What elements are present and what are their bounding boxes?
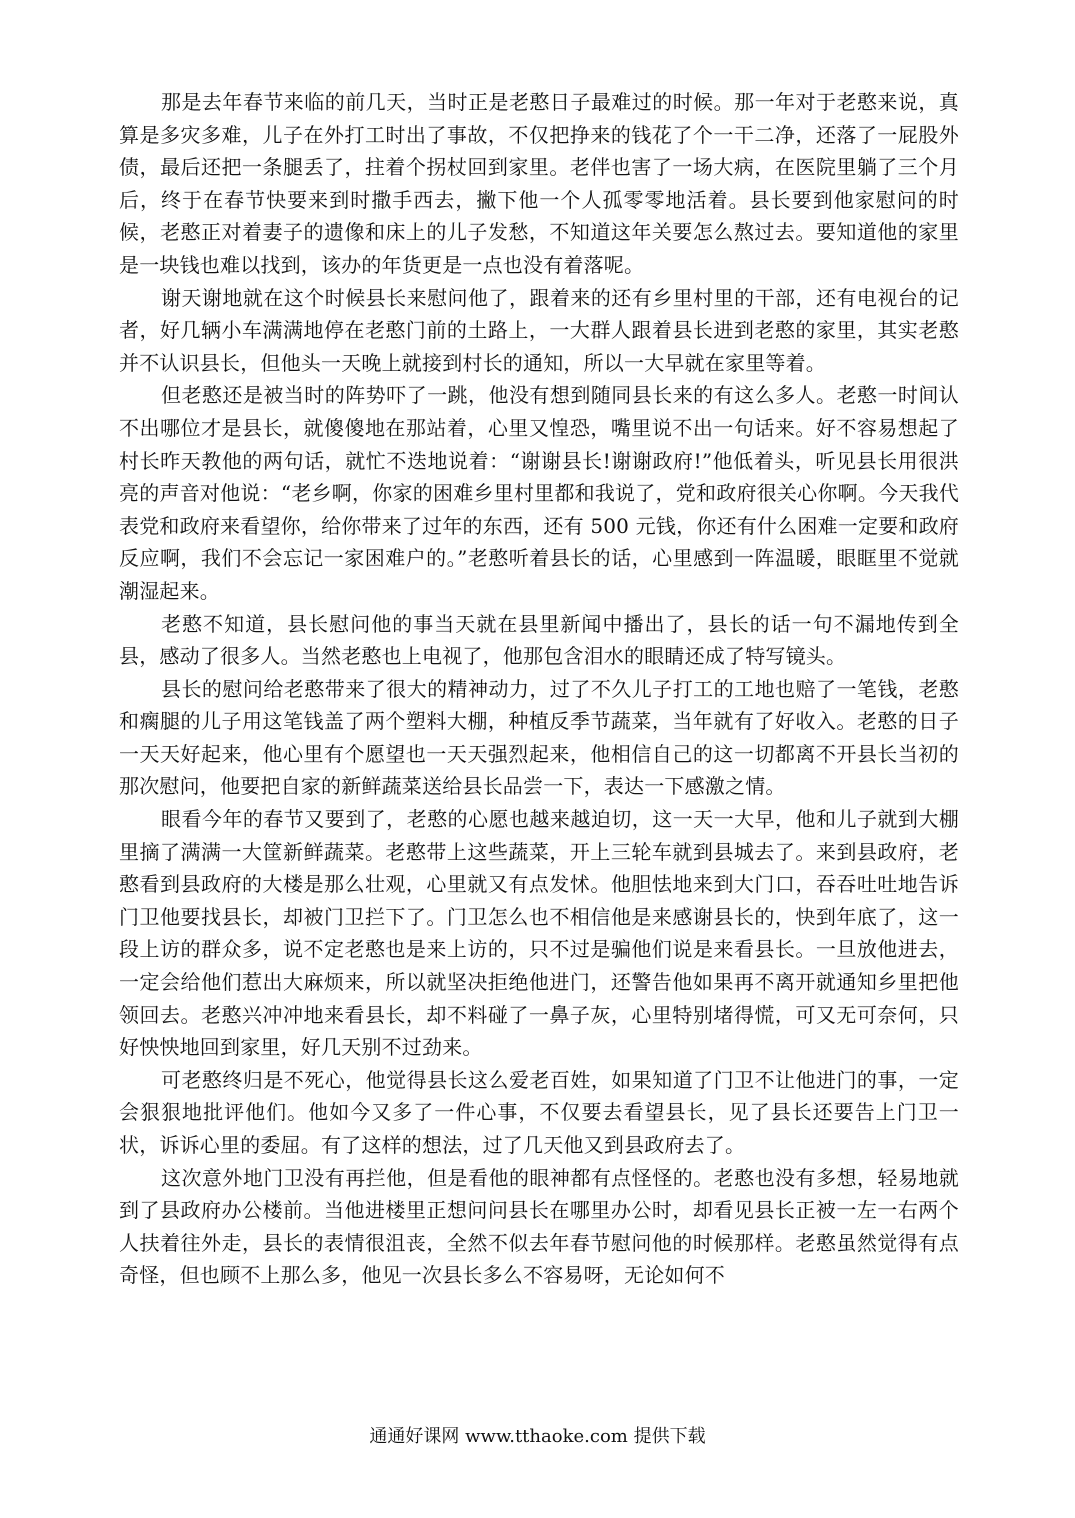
paragraph-5: 县长的慰问给老憨带来了很大的精神动力，过了不久儿子打工的工地也赔了一笔钱，老憨和瘸腿的儿子用这笔钱盖了两个塑料大棚，种植反季节蔬菜，当年就有了好收入。老憨的日子一天天好起来，他心里有个愿望也一天天强烈起来，他相信自己的这一切都离不开县长当初的那次慰问，他要把自家的新鲜蔬菜送给县长品尝一下，表达一下感激之情。 bbox=[119, 676, 959, 799]
paragraph-2: 谢天谢地就在这个时候县长来慰问他了，跟着来的还有乡里村里的干部，还有电视台的记者，好几辆小车满满地停在老憨门前的土路上，一大群人跟着县长进到老憨的家里，其实老憨并不认识县长，但他头一天晚上就接到村长的通知，所以一大早就在家里等着。 bbox=[119, 285, 959, 375]
page-footer: 通通好课网 www.tthaoke.com 提供下载 bbox=[369, 1426, 706, 1447]
paragraph-1: 那是去年春节来临的前几天，当时正是老憨日子最难过的时候。那一年对于老憨来说，真算是多灾多难，儿子在外打工时出了事故，不仅把挣来的钱花了个一干二净，还落了一屁股外债，最后还把一条腿丢了，拄着个拐杖回到家里。老伴也害了一场大病，在医院里躺了三个月后，终于在春节快要来到时撒手西去，撇下他一个人孤零零地活着。县长要到他家慰问的时候，老憨正对着妻子的遗像和床上的儿子发愁，不知道这年关要怎么熬过去。要知道他的家里是一块钱也难以找到，该办的年货更是一点也没有着落呢。 bbox=[119, 90, 959, 277]
paragraph-8: 这次意外地门卫没有再拦他，但是看他的眼神都有点怪怪的。老憨也没有多想，轻易地就到了县政府办公楼前。当他进楼里正想问问县长在哪里办公时，却看见县长正被一左一右两个人扶着往外走，县长的表情很沮丧，全然不似去年春节慰问他的时候那样。老憨虽然觉得有点奇怪，但也顾不上那么多，他见一次县长多么不容易呀，无论如何不 bbox=[119, 1165, 959, 1288]
paragraph-6: 眼看今年的春节又要到了，老憨的心愿也越来越迫切，这一天一大早，他和儿子就到大棚里摘了满满一大筐新鲜蔬菜。老憨带上这些蔬菜，开上三轮车就到县城去了。来到县政府，老憨看到县政府的大楼是那么壮观，心里就又有点发怵。他胆怯地来到大门口，吞吞吐吐地告诉门卫他要找县长，却被门卫拦下了。门卫怎么也不相信他是来感谢县长的，快到年底了，这一段上访的群众多，说不定老憨也是来上访的，只不过是骗他们说是来看县长。一旦放他进去，一定会给他们惹出大麻烦来，所以就坚决拒绝他进门，还警告他如果再不离开就通知乡里把他领回去。老憨兴冲冲地来看县长，却不料碰了一鼻子灰，心里特别堵得慌，可又无可奈何，只好怏怏地回到家里，好几天别不过劲来。 bbox=[119, 807, 959, 1060]
paragraph-7: 可老憨终归是不死心，他觉得县长这么爱老百姓，如果知道了门卫不让他进门的事，一定会狠狠地批评他们。他如今又多了一件心事，不仅要去看望县长，见了县长还要告上门卫一状，诉诉心里的委屈。有了这样的想法，过了几天他又到县政府去了。 bbox=[119, 1067, 959, 1157]
paragraph-4: 老憨不知道，县长慰问他的事当天就在县里新闻中播出了，县长的话一句不漏地传到全县，感动了很多人。当然老憨也上电视了，他那包含泪水的眼睛还成了特写镜头。 bbox=[119, 611, 959, 669]
document-body bbox=[119, 86, 959, 1292]
paragraph-3: 但老憨还是被当时的阵势吓了一跳，他没有想到随同县长来的有这么多人。老憨一时间认不出哪位才是县长，就傻傻地在那站着，心里又惶恐，嘴里说不出一句话来。好不容易想起了村长昨天教他的两句话，就忙不迭地说着：“谢谢县长!谢谢政府!”他低着头，听见县长用很洪亮的声音对他说：“老乡啊，你家的困难乡里村里都和我说了，党和政府很关心你啊。今天我代表党和政府来看望你，给你带来了过年的东西，还有 500 元钱，你还有什么困难一定要和政府反应啊，我们不会忘记一家困难户的。”老憨听着县长的话，心里感到一阵温暖，眼眶里不觉就潮湿起来。 bbox=[119, 383, 959, 603]
